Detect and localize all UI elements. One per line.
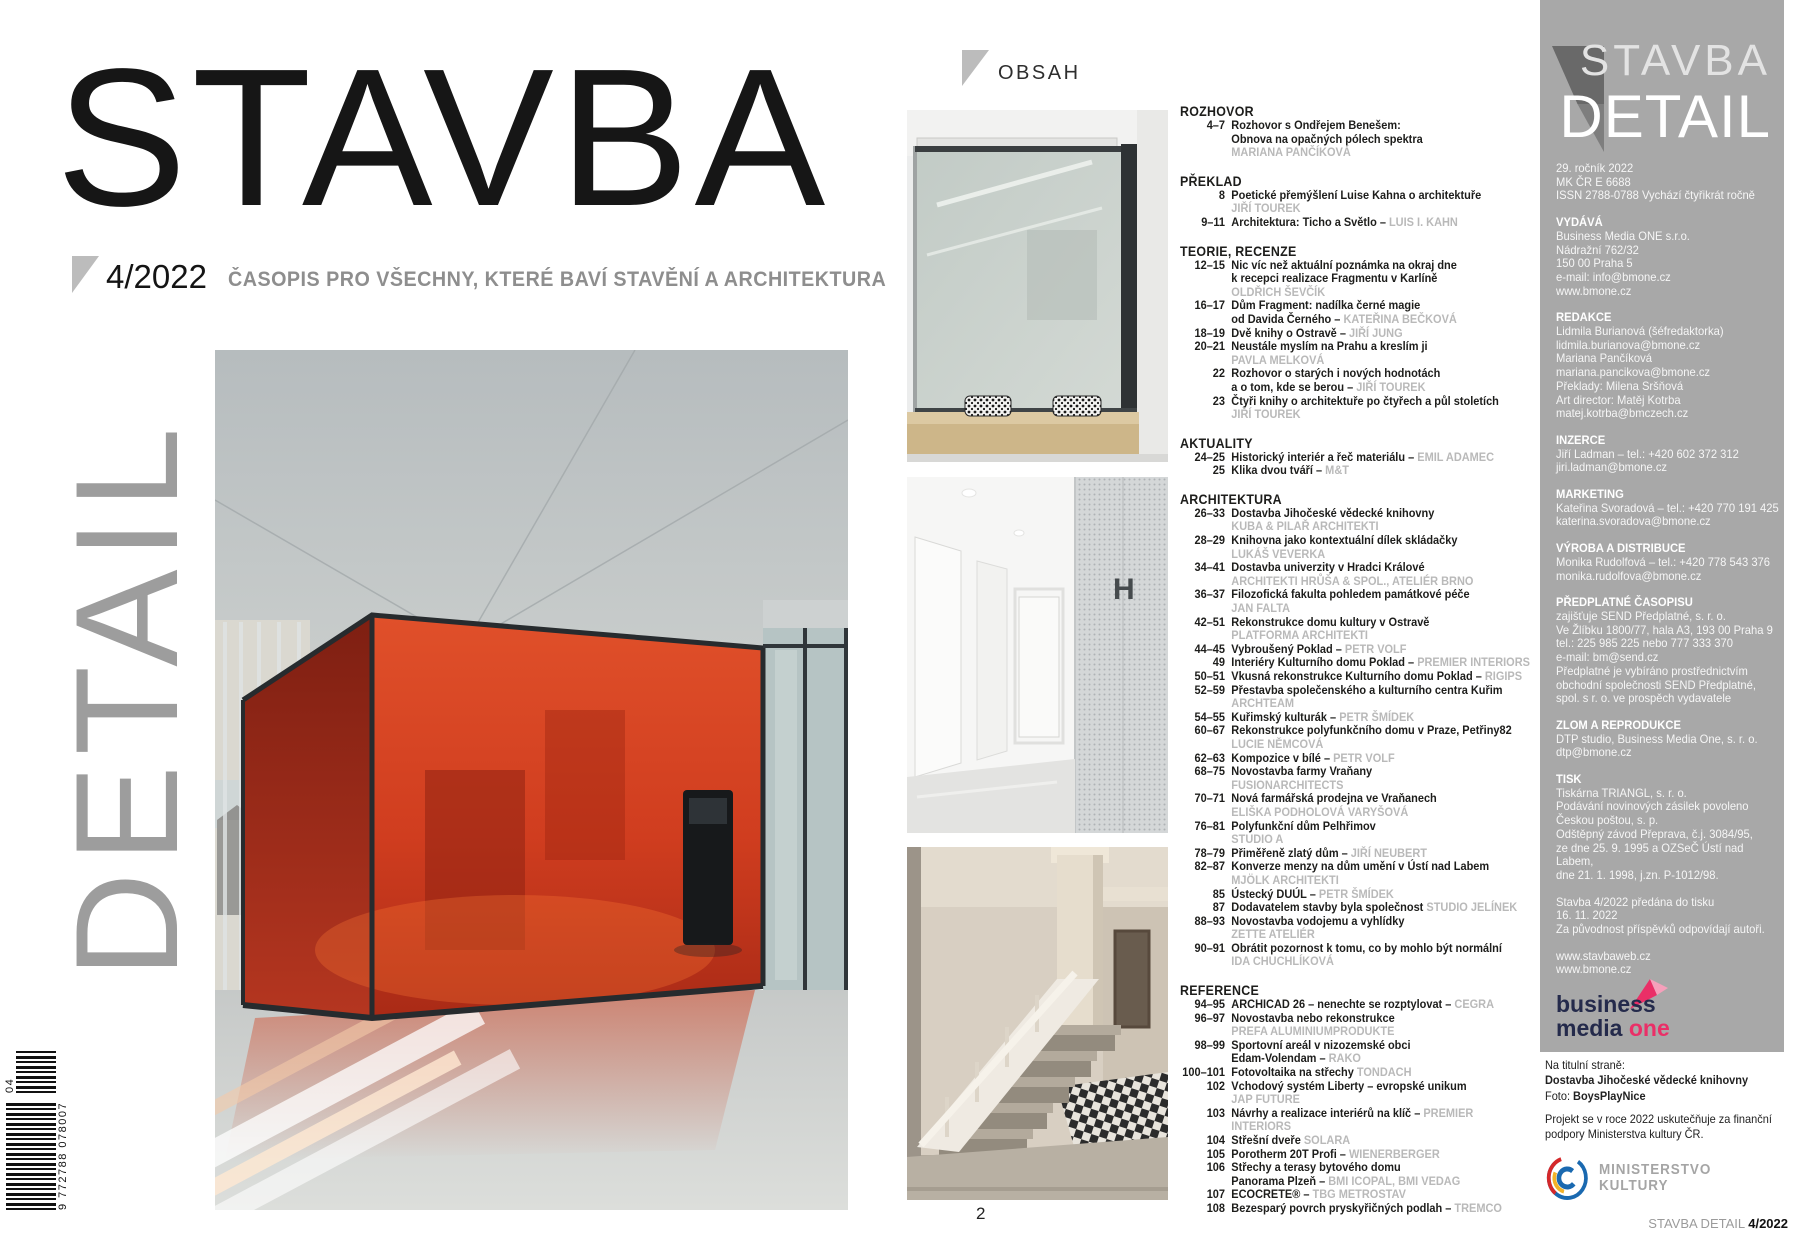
- toc-entry-pages: 76–81: [1194, 818, 1225, 833]
- photo-credit-line: Foto: BoysPlayNice: [1545, 1088, 1646, 1103]
- masthead-line: Ve Žlíbku 1800/77, hala A3, 193 00 Praha 9: [1556, 622, 1773, 637]
- toc-entry-pages: 24–25: [1194, 449, 1225, 464]
- cover-note-title: Dostavba Jihočeské vědecké knihovny: [1545, 1073, 1749, 1088]
- masthead-line: tel.: 225 985 225 nebo 777 333 370: [1556, 636, 1733, 651]
- toc-entry-text: [1231, 561, 1533, 588]
- footer-issue-label: STAVBA DETAIL 4/2022: [1648, 1216, 1788, 1231]
- toc-entry: [1180, 299, 1533, 326]
- toc-entry-line: Kompozice v bílé – PETR VOLF: [1231, 750, 1395, 765]
- toc-entry-pages: 108: [1206, 1200, 1225, 1215]
- toc-entry-text: [1231, 119, 1533, 160]
- toc-entry-line: Porotherm 20T Profi – WIENERBERGER: [1231, 1146, 1440, 1161]
- toc-entry: [1180, 998, 1533, 1012]
- toc-entry: [1180, 1148, 1533, 1162]
- toc-entry-pages: 42–51: [1194, 614, 1225, 629]
- toc-entry: [1180, 119, 1533, 160]
- toc-entry-pages: 4–7: [1206, 118, 1225, 132]
- toc-entry-text: [1231, 1107, 1533, 1134]
- ministry-line2: KULTURY: [1598, 1178, 1669, 1195]
- toc-entry: [1180, 451, 1533, 465]
- toc-entry-line: Přestavba společenského a kulturního centra Kuřim: [1231, 682, 1503, 697]
- toc-entry: [1180, 367, 1533, 394]
- masthead-block-heading: PŘEDPLATNÉ ČASOPISU: [1556, 595, 1693, 610]
- masthead-line: monika.rudolfova@bmone.cz: [1556, 568, 1702, 583]
- toc-entry-line: Dům Fragment: nadílka černé magie: [1231, 298, 1421, 313]
- toc-entry-line: FUSIONARCHITECTS: [1231, 777, 1344, 792]
- toc-photo-staircase: [907, 847, 1168, 1200]
- masthead-line: 150 00 Praha 5: [1556, 256, 1633, 271]
- toc-entry: [1180, 327, 1533, 341]
- toc-entry: [1180, 915, 1533, 942]
- toc-entry-line: Bezesparý povrch pryskyřičných podlah – TREMCO: [1231, 1200, 1502, 1215]
- toc-section-title: TEORIE, RECENZE: [1180, 243, 1297, 259]
- toc-entry: [1180, 684, 1533, 711]
- toc-entry: [1180, 820, 1533, 847]
- toc-entry: [1180, 860, 1533, 887]
- toc-entry-line: Návrhy a realizace interiérů na klíč – PREMIER INTERIORS: [1231, 1105, 1474, 1134]
- masthead-block: [1556, 896, 1784, 937]
- toc-entry: [1180, 507, 1533, 534]
- masthead-line: Art director: Matěj Kotrba: [1556, 392, 1681, 407]
- toc-entry-line: Dostavba Jihočeské vědecké knihovny: [1231, 505, 1435, 520]
- masthead-block: [1556, 950, 1784, 977]
- toc-entry-line: LUCIE NĚMCOVÁ: [1231, 736, 1324, 751]
- masthead-line: obchodní společnosti SEND Předplatné,: [1556, 677, 1756, 692]
- toc-entry-pages: 18–19: [1194, 325, 1225, 340]
- toc-entry-line: Rozhovor s Ondřejem Benešem:: [1231, 118, 1401, 132]
- cover-note-label: Na titulní straně:: [1545, 1058, 1625, 1072]
- toc-entry-text: [1231, 367, 1533, 394]
- toc-entry-text: [1231, 724, 1533, 751]
- toc-entry-pages: 78–79: [1194, 845, 1225, 860]
- toc-entry-line: LUKÁŠ VEVERKA: [1231, 546, 1326, 561]
- toc-entry-text: [1231, 684, 1533, 711]
- masthead-line: Lidmila Burianová (šéfredaktorka): [1556, 324, 1724, 339]
- masthead-line: MK ČR E 6688: [1556, 174, 1631, 189]
- masthead-block: [1556, 162, 1784, 203]
- toc-entry: [1180, 1188, 1533, 1202]
- ministry-of-culture: [1545, 1154, 1796, 1202]
- toc-entry-text: [1231, 259, 1533, 300]
- masthead-line: Překlady: Milena Sršňová: [1556, 378, 1684, 393]
- toc-entry-pages: 28–29: [1194, 533, 1225, 548]
- toc-entry-text: [1231, 216, 1533, 230]
- toc-entry-text: [1231, 534, 1533, 561]
- toc-entry-pages: 88–93: [1194, 913, 1225, 928]
- toc-entry-line: PREFA ALUMINIUMPRODUKTE: [1231, 1024, 1395, 1039]
- masthead-line: Nádražní 762/32: [1556, 242, 1639, 257]
- barcode-bars: [6, 1100, 56, 1210]
- toc-entry: [1180, 616, 1533, 643]
- toc-entry-line: Dodavatelem stavby byla společnost STUDIO JELÍNEK: [1231, 900, 1518, 915]
- toc-entry-pages: 96–97: [1194, 1010, 1225, 1025]
- toc-entry-text: [1231, 1188, 1533, 1202]
- toc-entry-text: [1231, 942, 1533, 969]
- toc-entry: [1180, 901, 1533, 915]
- toc-entry-line: Obrátit pozornost k tomu, co by mohlo být normální: [1231, 940, 1502, 955]
- masthead-line: Tiskárna TRIANGL, s. r. o.: [1556, 785, 1687, 800]
- toc-entry-line: PLATFORMA ARCHITEKTI: [1231, 628, 1368, 643]
- toc-entry-line: Střechy a terasy bytového domu: [1231, 1160, 1401, 1175]
- toc-entry-text: [1231, 998, 1533, 1012]
- toc-entry-line: Fotovoltaika na střechy TONDACH: [1231, 1065, 1412, 1080]
- masthead-line: Předplatné je vybíráno prostřednictvím: [1556, 663, 1748, 678]
- masthead-line: Za původnost příspěvků odpovídají autoři.: [1556, 922, 1765, 937]
- toc-entry-line: Rozhovor o starých i nových hodnotách: [1231, 366, 1441, 381]
- toc-entry: [1180, 1134, 1533, 1148]
- toc-entry-line: OLDŘICH ŠEVČÍK: [1231, 284, 1326, 299]
- masthead-line: lidmila.burianova@bmone.cz: [1556, 337, 1701, 352]
- toc-entry-line: Vchodový systém Liberty – evropské unikum: [1231, 1078, 1467, 1093]
- toc-entry-text: [1231, 1012, 1533, 1039]
- masthead-block-heading: TISK: [1556, 772, 1582, 787]
- toc-entry-text: [1231, 1039, 1533, 1066]
- toc-entry-pages: 100–101: [1182, 1065, 1225, 1080]
- ministry-logo-icon: [1545, 1154, 1590, 1202]
- masthead-line: www.stavbaweb.cz: [1556, 948, 1651, 963]
- masthead-block-heading: VYDÁVÁ: [1556, 215, 1603, 230]
- toc-entry: [1180, 189, 1533, 216]
- corner-triangle-icon: [72, 256, 99, 293]
- masthead-line: Monika Rudolfová – tel.: +420 778 543 376: [1556, 554, 1771, 569]
- toc-section-title: ARCHITEKTURA: [1180, 491, 1282, 507]
- logo-word-stavba: STAVBA: [1579, 36, 1771, 85]
- toc-entry-pages: 52–59: [1194, 682, 1225, 697]
- masthead-line: Českou poštou, s. p.: [1556, 813, 1659, 828]
- toc-entry: [1180, 561, 1533, 588]
- toc-entry-line: Vybroušený Poklad – PETR VOLF: [1231, 641, 1407, 656]
- table-of-contents: [1180, 104, 1533, 1216]
- toc-entry-pages: 25: [1212, 463, 1225, 478]
- toc-entry-pages: 87: [1212, 900, 1225, 915]
- masthead-block: [1556, 488, 1784, 529]
- toc-entry-line: Panorama Plzeň – BMI ICOPAL, BMI VEDAG: [1231, 1173, 1461, 1188]
- toc-entry: [1180, 259, 1533, 300]
- toc-entry-pages: 85: [1212, 886, 1225, 901]
- toc-entry: [1180, 1066, 1533, 1080]
- toc-entry-text: [1231, 464, 1533, 478]
- toc-entry: [1180, 670, 1533, 684]
- toc-entry-pages: 22: [1212, 366, 1225, 381]
- toc-entry-line: PAVLA MELKOVÁ: [1231, 352, 1325, 367]
- masthead-block-heading: MARKETING: [1556, 487, 1624, 502]
- toc-entry-text: [1231, 752, 1533, 766]
- masthead-line: zajišťuje SEND Předplatné, s. r. o.: [1556, 608, 1726, 623]
- masthead-block: [1556, 719, 1784, 760]
- toc-entry-pages: 98–99: [1194, 1037, 1225, 1052]
- toc-entry-line: a o tom, kde se berou – JIŘÍ TOUREK: [1231, 379, 1426, 394]
- toc-entry-line: KUBA & PILAŘ ARCHITEKTI: [1231, 519, 1379, 534]
- toc-entry: [1180, 395, 1533, 422]
- cover-photo: [215, 350, 848, 1210]
- toc-entry-text: [1231, 1080, 1533, 1107]
- masthead-line: e-mail: bm@send.cz: [1556, 650, 1659, 665]
- masthead-line: Business Media ONE s.r.o.: [1556, 228, 1690, 243]
- masthead-line: katerina.svoradova@bmone.cz: [1556, 514, 1711, 529]
- toc-entry: [1180, 1012, 1533, 1039]
- toc-sections: [1180, 104, 1533, 1216]
- toc-entry-line: Poetické přemýšlení Luise Kahna o architektuře: [1231, 187, 1482, 202]
- toc-entry-text: [1231, 901, 1533, 915]
- toc-entry-text: [1231, 711, 1533, 725]
- toc-entry-line: Novostavba vodojemu a vyhlídky: [1231, 913, 1405, 928]
- toc-entry-pages: 12–15: [1194, 257, 1225, 272]
- logo-word-detail: DETAIL: [1559, 83, 1771, 150]
- toc-entry: [1180, 216, 1533, 230]
- toc-entry-line: Střešní dveře SOLARA: [1231, 1133, 1351, 1147]
- toc-entry-text: [1231, 820, 1533, 847]
- toc-entry-line: Historický interiér a řeč materiálu – EMIL ADAMEC: [1231, 449, 1495, 464]
- toc-entry: [1180, 711, 1533, 725]
- toc-entry: [1180, 340, 1533, 367]
- masthead-line: ze dne 25. 9. 1995 a OZSeČ Ústí nad Labem,: [1556, 840, 1744, 869]
- toc-entry: [1180, 792, 1533, 819]
- toc-entry-pages: 20–21: [1194, 339, 1225, 354]
- stavba-detail-logo: [1540, 0, 1784, 156]
- toc-entry-pages: 102: [1206, 1078, 1225, 1093]
- toc-entry-pages: 90–91: [1194, 940, 1225, 955]
- support-note-line1: Projekt se v roce 2022 uskutečňuje za finanční: [1545, 1111, 1772, 1126]
- toc-entry-line: Kuřimský kulturák – PETR ŠMÍDEK: [1231, 709, 1415, 724]
- toc-entry-text: [1231, 616, 1533, 643]
- ministry-line1: MINISTERSTVO: [1598, 1162, 1712, 1179]
- toc-entry-text: [1231, 299, 1533, 326]
- toc-entry-text: [1231, 860, 1533, 887]
- toc-entry-text: [1231, 1134, 1533, 1148]
- toc-entry-line: Klika dvou tváří – M&T: [1231, 463, 1349, 478]
- toc-entry-text: [1231, 656, 1533, 670]
- toc-entry-pages: 23: [1212, 393, 1225, 408]
- toc-entry-line: Přiměřeně zlatý dům – JIŘÍ NEUBERT: [1231, 845, 1427, 860]
- masthead-line: Kateřina Svoradová – tel.: +420 770 191 425: [1556, 500, 1779, 515]
- masthead-block-heading: INZERCE: [1556, 432, 1606, 447]
- support-note-line2: podpory Ministerstva kultury ČR.: [1545, 1127, 1704, 1142]
- toc-entry-pages: 68–75: [1194, 764, 1225, 779]
- toc-entry-text: [1231, 1202, 1533, 1216]
- toc-entry-pages: 26–33: [1194, 505, 1225, 520]
- toc-entry-line: Edam-Volendam – RAKO: [1231, 1051, 1361, 1066]
- toc-entry-line: STUDIO A: [1231, 832, 1284, 847]
- toc-entry-text: [1231, 340, 1533, 367]
- toc-entry: [1180, 656, 1533, 670]
- masthead-line: Jiří Ladman – tel.: +420 602 372 312: [1556, 446, 1739, 461]
- toc-entry-line: Rekonstrukce domu kultury v Ostravě: [1231, 614, 1430, 629]
- toc-entry-line: Architektura: Ticho a Světlo – LUIS I. KAHN: [1231, 214, 1458, 229]
- toc-entry-pages: 16–17: [1194, 298, 1225, 313]
- toc-entry-text: [1231, 792, 1533, 819]
- masthead-line: Odštěpný závod Přeprava, č.j. 3084/95,: [1556, 826, 1753, 841]
- toc-entry-line: IDA CHUCHLÍKOVÁ: [1231, 954, 1334, 969]
- toc-entry: [1180, 942, 1533, 969]
- toc-entry-line: k recepci realizace Fragmentu v Karlíně: [1231, 271, 1438, 286]
- toc-entry-line: MARIANA PANČÍKOVÁ: [1231, 145, 1351, 160]
- toc-entry-text: [1231, 507, 1533, 534]
- brand-line-1: business: [1556, 991, 1656, 1018]
- masthead-line: dtp@bmone.cz: [1556, 745, 1632, 760]
- toc-entry-line: Konverze menzy na dům umění v Ústí nad Labem: [1231, 859, 1490, 874]
- masthead-line: matej.kotrba@bmczech.cz: [1556, 406, 1689, 421]
- toc-entry: [1180, 1161, 1533, 1188]
- barcode-number: 9 772788 078007: [57, 1101, 69, 1210]
- toc-entry-line: JAN FALTA: [1231, 601, 1291, 616]
- toc-entry-pages: 36–37: [1194, 587, 1225, 602]
- vertical-detail-word: DETAIL: [45, 417, 208, 978]
- issn-barcode: [6, 1046, 82, 1210]
- toc-entry-pages: 54–55: [1194, 709, 1225, 724]
- masthead-line: jiri.ladman@bmone.cz: [1556, 460, 1668, 475]
- toc-entry-line: Neustále myslím na Prahu a kreslím ji: [1231, 339, 1428, 354]
- toc-entry-text: [1231, 915, 1533, 942]
- toc-entry-pages: 62–63: [1194, 750, 1225, 765]
- toc-entry-line: Nic víc než aktuální poznámka na okraj dne: [1231, 257, 1457, 272]
- masthead-block: [1556, 596, 1784, 706]
- corner-triangle-icon: [962, 50, 989, 86]
- contents-heading: OBSAH: [998, 62, 1081, 84]
- toc-entry-line: Novostavba nebo rekonstrukce: [1231, 1010, 1395, 1025]
- toc-entry-text: [1231, 588, 1533, 615]
- toc-entry: [1180, 1202, 1533, 1216]
- toc-entry-pages: 60–67: [1194, 723, 1225, 738]
- magazine-tagline: ČASOPIS PRO VŠECHNY, KTERÉ BAVÍ STAVĚNÍ A ARCHITEKTURA: [228, 268, 887, 291]
- toc-entry-text: [1231, 765, 1533, 792]
- masthead-line: 16. 11. 2022: [1556, 908, 1618, 923]
- masthead-line: www.bmone.cz: [1556, 962, 1632, 977]
- toc-entry-line: Interiéry Kulturního domu Poklad – PREMIER INTERIORS: [1231, 655, 1530, 670]
- masthead-block-heading: VÝROBA A DISTRIBUCE: [1556, 541, 1686, 556]
- masthead-line: spol. s r. o. ve prospěch vydavatele: [1556, 691, 1732, 706]
- masthead-sidebar: [1540, 0, 1784, 1052]
- toc-entry-pages: 9–11: [1201, 214, 1225, 229]
- toc-section-title: REFERENCE: [1180, 983, 1260, 999]
- barcode-addon-bars: [16, 1051, 56, 1093]
- toc-entry-pages: 105: [1206, 1146, 1225, 1161]
- toc-entry: [1180, 724, 1533, 751]
- masthead-block: [1556, 311, 1784, 421]
- masthead-block-heading: ZLOM A REPRODUKCE: [1556, 717, 1681, 732]
- toc-entry: [1180, 534, 1533, 561]
- masthead-block: [1556, 542, 1784, 583]
- toc-entry-text: [1231, 1148, 1533, 1162]
- toc-entry-pages: 50–51: [1194, 669, 1225, 683]
- toc-entry: [1180, 765, 1533, 792]
- toc-entry-line: Filozofická fakulta pohledem památkové péče: [1231, 587, 1470, 602]
- toc-entry-line: JIŘÍ TOUREK: [1231, 201, 1301, 216]
- toc-entry-line: od Davida Černého – KATEŘINA BEČKOVÁ: [1231, 311, 1457, 326]
- masthead-line: dne 21. 1. 1998, j.zn. P-1012/98.: [1556, 867, 1719, 882]
- masthead-line: Podávání novinových zásilek povoleno: [1556, 799, 1749, 814]
- toc-entry-line: ZETTE ATELIÉR: [1231, 927, 1315, 942]
- masthead-line: Mariana Pančíková: [1556, 351, 1652, 366]
- masthead-block: [1556, 434, 1784, 475]
- toc-entry-line: JAP FUTURE: [1231, 1092, 1300, 1107]
- masthead-line: www.bmone.cz: [1556, 283, 1632, 298]
- toc-entry-line: Dostavba univerzity v Hradci Králové: [1231, 560, 1425, 575]
- toc-entry-text: [1231, 643, 1533, 657]
- toc-entry-pages: 70–71: [1194, 791, 1225, 806]
- toc-entry: [1180, 1107, 1533, 1134]
- toc-entry-pages: 44–45: [1194, 641, 1225, 656]
- toc-section-title: ROZHOVOR: [1180, 104, 1254, 119]
- toc-entry-line: Obnova na opačných pólech spektra: [1231, 131, 1423, 146]
- toc-photo-office: [907, 110, 1168, 462]
- toc-entry-line: ARCHTEAM: [1231, 696, 1295, 711]
- barcode-addon-number: 04: [4, 1077, 16, 1093]
- colophon: [1545, 1058, 1796, 1202]
- masthead-block: [1556, 773, 1784, 883]
- toc-entry-line: Knihovna jako kontextuální dílek skládačky: [1231, 533, 1458, 548]
- toc-entry-text: [1231, 1161, 1533, 1188]
- toc-entry-pages: 103: [1206, 1105, 1225, 1120]
- toc-photo-corridor: [907, 477, 1168, 833]
- toc-entry-text: [1231, 189, 1533, 216]
- magazine-title: STAVBA: [56, 28, 831, 247]
- toc-entry-text: [1231, 1066, 1533, 1080]
- toc-entry-line: Čtyři knihy o architektuře po čtyřech a půl stoletích: [1231, 393, 1499, 408]
- business-media-one-logo: [1556, 993, 1706, 1041]
- masthead-line: 29. ročník 2022: [1556, 161, 1634, 175]
- toc-entry-pages: 104: [1206, 1133, 1225, 1147]
- toc-entry-line: JIŘÍ TOUREK: [1231, 407, 1301, 422]
- toc-entry-line: ELIŠKA PODHOLOVÁ VARYŠOVÁ: [1231, 804, 1409, 819]
- toc-entry-line: ARCHICAD 26 – nenechte se rozptylovat – CEGRA: [1231, 997, 1495, 1012]
- toc-entry-line: Polyfunkční dům Pelhřimov: [1231, 818, 1376, 833]
- page-number: 2: [976, 1204, 986, 1223]
- issue-number: 4/2022: [106, 258, 207, 295]
- toc-entry-text: [1231, 327, 1533, 341]
- toc-entry-line: Novostavba farmy Vraňany: [1231, 764, 1373, 779]
- masthead-line: mariana.pancikova@bmone.cz: [1556, 365, 1711, 380]
- masthead-line: DTP studio, Business Media One, s. r. o.: [1556, 731, 1758, 746]
- masthead-line: ISSN 2788-0788 Vychází čtyřikrát ročně: [1556, 188, 1755, 203]
- toc-section-title: AKTUALITY: [1180, 435, 1253, 451]
- toc-entry: [1180, 643, 1533, 657]
- toc-entry-text: [1231, 395, 1533, 422]
- toc-entry-text: [1231, 451, 1533, 465]
- toc-entry-line: Vkusná rekonstrukce Kulturního domu Poklad – RIGIPS: [1231, 669, 1523, 683]
- toc-entry: [1180, 464, 1533, 478]
- svg-text:H: H: [1113, 573, 1135, 606]
- toc-entry-pages: 107: [1206, 1187, 1225, 1202]
- masthead-line: e-mail: info@bmone.cz: [1556, 269, 1671, 284]
- toc-entry-line: Nová farmářská prodejna ve Vraňanech: [1231, 791, 1437, 806]
- toc-entry-text: [1231, 670, 1533, 684]
- masthead-block-heading: REDAKCE: [1556, 310, 1612, 325]
- toc-entry-line: Ústecký DUÚL – PETR ŠMÍDEK: [1231, 886, 1394, 901]
- toc-entry-line: Rekonstrukce polyfunkčního domu v Praze, Petřiny82: [1231, 723, 1512, 738]
- toc-section-title: PŘEKLAD: [1180, 173, 1242, 189]
- toc-entry: [1180, 752, 1533, 766]
- toc-entry-pages: 49: [1212, 655, 1225, 670]
- masthead-block: [1556, 216, 1784, 298]
- toc-entry-pages: 34–41: [1194, 560, 1225, 575]
- toc-entry-line: ECOCRETE® – TBG METROSTAV: [1231, 1187, 1406, 1202]
- toc-entry-line: Sportovní areál v nizozemské obci: [1231, 1037, 1411, 1052]
- toc-entry-pages: 8: [1218, 187, 1225, 202]
- toc-entry-pages: 106: [1206, 1160, 1225, 1175]
- toc-entry-line: Dvě knihy o Ostravě – JIŘÍ JUNG: [1231, 325, 1403, 340]
- toc-entry: [1180, 588, 1533, 615]
- masthead-blocks: [1556, 156, 1784, 977]
- toc-entry-pages: 94–95: [1194, 997, 1225, 1012]
- toc-entry: [1180, 1039, 1533, 1066]
- toc-entry-line: MJÖLK ARCHITEKTI: [1231, 872, 1339, 887]
- brand-line-2: media one: [1556, 1015, 1670, 1042]
- toc-entry-pages: 82–87: [1194, 859, 1225, 874]
- masthead-line: Stavba 4/2022 předána do tisku: [1556, 894, 1715, 909]
- toc-entry: [1180, 1080, 1533, 1107]
- toc-entry-line: ARCHITEKTI HRŮŠA & SPOL., ATELIÉR BRNO: [1231, 573, 1474, 588]
